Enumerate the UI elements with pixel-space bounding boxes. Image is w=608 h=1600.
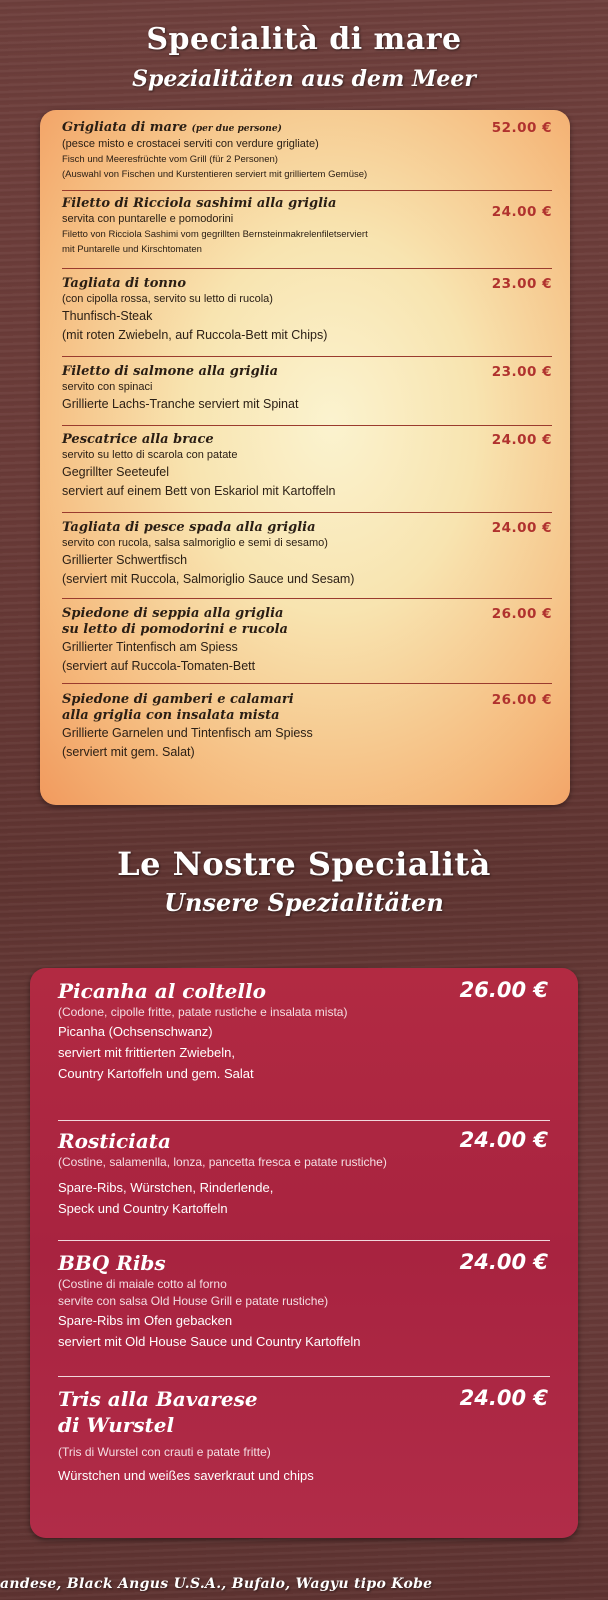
menu-item-picanha: [58, 978, 558, 1084]
sea-section-title: Specialità di mare: [146, 22, 462, 57]
item-line: mit Puntarelle und Kirschtomaten: [62, 244, 202, 255]
item-price: 23.00 €: [491, 364, 552, 380]
item-name-line2: di Wurstel: [58, 1413, 175, 1437]
menu-item-tagliata-di-tonno: [62, 276, 552, 345]
item-name: Spiedone di gamberi e calamari: [62, 692, 294, 707]
item-name: Pescatrice alla brace: [62, 432, 214, 447]
item-name: Spiedone di seppia alla griglia: [62, 606, 284, 621]
item-name: Tagliata di tonno: [62, 276, 187, 291]
item-german-description: serviert mit Old House Sauce und Country Kartoffeln: [58, 1334, 361, 1349]
item-line: (con cipolla rossa, servito su letto di rucola): [62, 293, 273, 305]
item-name-line2: alla griglia con insalata mista: [62, 708, 280, 723]
item-name: [62, 120, 552, 137]
specialties-menu-panel: [30, 968, 578, 1538]
menu-item-grigliata-di-mare: [62, 120, 552, 182]
item-line: Grillierte Lachs-Tranche serviert mit Spinat: [62, 397, 299, 411]
divider: [58, 1240, 550, 1241]
item-line: (serviert mit Ruccola, Salmoriglio Sauce und Sesam): [62, 572, 355, 586]
item-price: 24.00 €: [459, 1386, 548, 1410]
item-line: serviert auf einem Bett von Eskariol mit Kartoffeln: [62, 484, 336, 498]
divider: [62, 268, 552, 269]
item-name-line2: su letto di pomodorini e rucola: [62, 622, 288, 637]
item-italian-description: (Tris di Wurstel con crauti e patate fritte): [58, 1445, 271, 1459]
specialties-section-title: Le Nostre Specialità: [117, 845, 491, 883]
item-name-text: Grigliata di mare: [62, 120, 188, 135]
item-line: servito con spinaci: [62, 381, 153, 393]
item-italian-description: servite con salsa Old House Grill e patate rustiche): [58, 1294, 329, 1308]
item-price: 26.00 €: [459, 978, 548, 1002]
item-price: 52.00 €: [491, 120, 552, 136]
item-price: 24.00 €: [491, 204, 552, 220]
sea-section-subtitle: Spezialitäten aus dem Meer: [132, 66, 476, 92]
menu-item-spiedone-di-gamberi: [62, 692, 552, 762]
menu-item-rosticiata: [58, 1128, 558, 1219]
divider: [62, 425, 552, 426]
item-german-description: Speck und Country Kartoffeln: [58, 1201, 228, 1216]
item-name: Rosticiata: [58, 1129, 171, 1153]
item-line: (pesce misto e crostacei serviti con verdure grigliate): [62, 138, 319, 150]
item-price: 24.00 €: [459, 1250, 548, 1274]
divider: [62, 356, 552, 357]
item-line: servito su letto di scarola con patate: [62, 449, 238, 461]
item-name: Tris alla Bavarese: [58, 1387, 258, 1411]
item-line: (Auswahl von Fischen und Kurstentieren serviert mit grilliertem Gemüse): [62, 169, 368, 180]
divider: [62, 512, 552, 513]
item-name: BBQ Ribs: [58, 1251, 166, 1275]
item-german-description: Picanha (Ochsenschwanz): [58, 1024, 213, 1039]
item-line: Filetto von Ricciola Sashimi vom gegrillten Bernsteinmakrelenfiletserviert: [62, 229, 368, 240]
item-price: 23.00 €: [491, 276, 552, 292]
item-line: (mit roten Zwiebeln, auf Ruccola-Bett mit Chips): [62, 328, 328, 342]
seafood-menu-panel: [40, 110, 570, 805]
item-german-description: Spare-Ribs im Ofen gebacken: [58, 1313, 233, 1328]
divider: [62, 683, 552, 684]
divider: [58, 1120, 550, 1121]
menu-item-tris-alla-bavarese: [58, 1386, 558, 1486]
menu-item-ricciola: [62, 196, 552, 257]
menu-item-bbq-ribs: [58, 1250, 558, 1352]
item-name: Filetto di Ricciola sashimi alla griglia: [62, 196, 337, 211]
specialties-section-subtitle: Unsere Spezialitäten: [164, 888, 444, 917]
item-name: Filetto di salmone alla griglia: [62, 364, 279, 379]
item-italian-description: (Costine di maiale cotto al forno: [58, 1277, 227, 1291]
item-price: 26.00 €: [491, 692, 552, 708]
item-line: Fisch und Meeresfrüchte vom Grill (für 2 Personen): [62, 154, 278, 165]
menu-item-pescatrice: [62, 432, 552, 501]
item-price: 24.00 €: [459, 1128, 548, 1152]
menu-item-spiedone-di-seppia: [62, 606, 552, 676]
item-line: Thunfisch-Steak: [62, 309, 153, 323]
item-italian-description: (Costine, salamenlla, lonza, pancetta fresca e patate rustiche): [58, 1155, 387, 1169]
item-line: servita con puntarelle e pomodorini: [62, 213, 234, 225]
divider: [58, 1376, 550, 1377]
divider: [62, 598, 552, 599]
item-name-note: (per due persone): [191, 124, 282, 134]
item-german-description: Spare-Ribs, Würstchen, Rinderlende,: [58, 1180, 274, 1195]
item-line: servito con rucola, salsa salmoriglio e semi di sesamo): [62, 537, 328, 549]
item-german-description: Würstchen und weißes saverkraut und chips: [58, 1468, 314, 1483]
item-line: Grillierter Tintenfisch am Spiess: [62, 640, 238, 654]
item-line: Gegrillter Seeteufel: [62, 465, 170, 479]
footer-meat-origins: andese, Black Angus U.S.A., Bufalo, Wagyu tipo Kobe: [0, 1576, 433, 1592]
item-line: Grillierte Garnelen und Tintenfisch am Spiess: [62, 726, 313, 740]
menu-item-pesce-spada: [62, 520, 552, 589]
item-german-description: Country Kartoffeln und gem. Salat: [58, 1066, 254, 1081]
item-italian-description: (Codone, cipolle fritte, patate rustiche e insalata mista): [58, 1005, 348, 1019]
item-price: 26.00 €: [491, 606, 552, 622]
item-line: (serviert mit gem. Salat): [62, 745, 195, 759]
item-german-description: serviert mit frittierten Zwiebeln,: [58, 1045, 235, 1060]
item-line: Grillierter Schwertfisch: [62, 553, 188, 567]
item-name: Picanha al coltello: [58, 979, 266, 1003]
menu-item-filetto-di-salmone: [62, 364, 552, 414]
item-line: (serviert auf Ruccola-Tomaten-Bett: [62, 659, 256, 673]
item-price: 24.00 €: [491, 432, 552, 448]
divider: [62, 190, 552, 191]
item-name: Tagliata di pesce spada alla griglia: [62, 520, 316, 535]
item-price: 24.00 €: [491, 520, 552, 536]
